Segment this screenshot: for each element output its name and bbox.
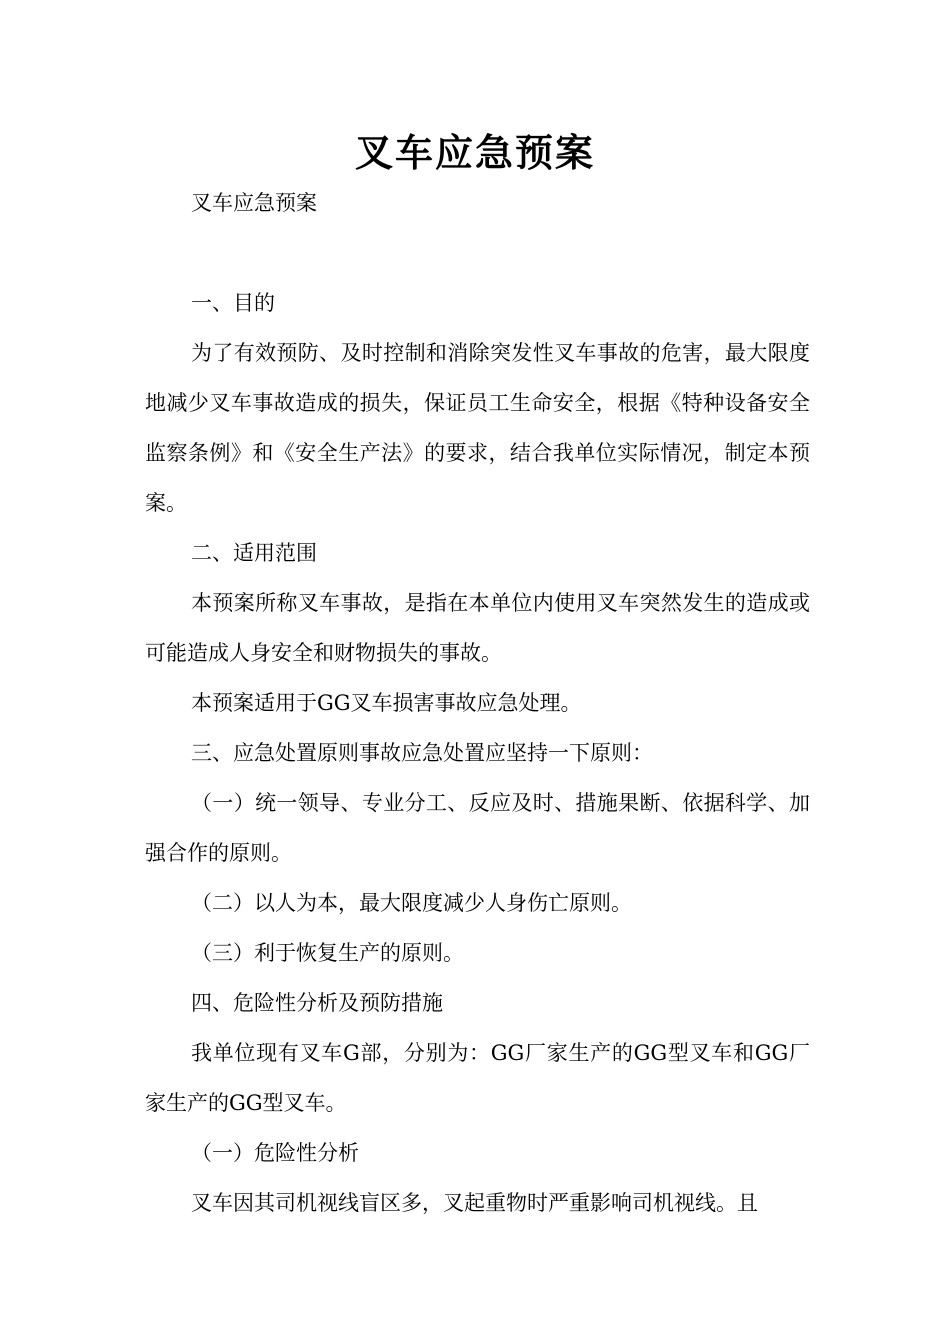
paragraph-scope-application: 本预案适用于GG叉车损害事故应急处理。 <box>191 691 582 715</box>
paragraph-principle-3: （三）利于恢复生产的原则。 <box>191 941 464 965</box>
paragraph-principle-2: （二）以人为本，最大限度减少人身伤亡原则。 <box>191 891 632 915</box>
blank-line <box>145 228 810 278</box>
paragraph-purpose: 为了有效预防、及时控制和消除突发性叉车事故的危害，最大限度地减少叉车事故造成的损失，保证员工生命安全，根据《特种设备安全监察条例》和《安全生产法》的要求，结合我单位实际情况，制定本预案。 <box>145 341 810 515</box>
document-title: 叉车应急预案 <box>354 131 595 175</box>
document-subtitle: 叉车应急预案 <box>191 191 317 215</box>
heading-hazard-analysis: （一）危险性分析 <box>191 1141 359 1165</box>
heading-scope: 二、适用范围 <box>191 541 317 565</box>
paragraph-forklift-inventory: 我单位现有叉车G部，分别为：GG厂家生产的GG型叉车和GG厂家生产的GG型叉车。 <box>145 1041 810 1115</box>
heading-principles: 三、应急处置原则事故应急处置应坚持一下原则： <box>191 741 653 765</box>
heading-risk-analysis: 四、危险性分析及预防措施 <box>191 991 443 1015</box>
paragraph-principle-1: （一）统一领导、专业分工、反应及时、措施果断、依据科学、加强合作的原则。 <box>145 791 810 865</box>
heading-purpose: 一、目的 <box>191 291 275 315</box>
paragraph-scope-definition: 本预案所称叉车事故，是指在本单位内使用叉车突然发生的造成或可能造成人身安全和财物损失的事故。 <box>145 591 810 665</box>
paragraph-hazard-analysis: 叉车因其司机视线盲区多，叉起重物时严重影响司机视线。且 <box>191 1191 758 1215</box>
document-body <box>145 178 810 1228</box>
